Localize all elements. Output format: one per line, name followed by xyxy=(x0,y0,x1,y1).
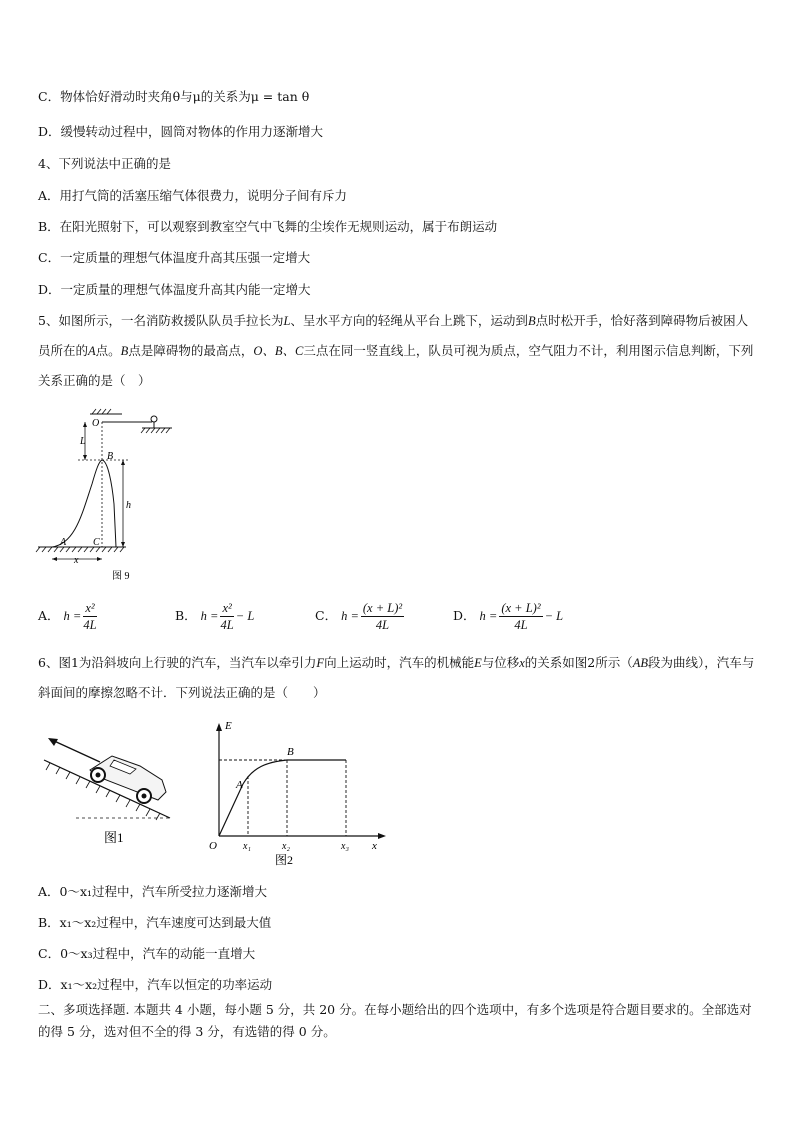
q4-stem: 4、下列说法中正确的是 xyxy=(38,156,171,171)
fig1-caption: 图1 xyxy=(104,830,124,845)
fig9-label-c: C xyxy=(93,537,100,548)
fig2-label-x2: x₂ xyxy=(282,841,290,852)
fig2-label-x: x xyxy=(372,840,377,852)
fig9-label-o: O xyxy=(92,418,100,429)
q6-figure-1 xyxy=(40,730,180,850)
q4-option-b: B．在阳光照射下，可以观察到教室空气中飞舞的尘埃作无规则运动，属于布朗运动 xyxy=(38,219,498,234)
q5-option-b: B． h = $\frac{\text{x²}}{4L}$ − L xyxy=(175,601,255,632)
section-2-heading: 二、多项选择题. 本题共 4 小题，每小题 5 分，共 20 分。在每小题给出的四个选项中，有多个选项是符合题目要求的。全部选对的得 5 分，选对但不全的得 3 分，有选错的得 0 分。 xyxy=(38,1002,752,1039)
fig9-label-x: x xyxy=(74,555,79,566)
fig9-label-h: h xyxy=(126,500,131,511)
fig2-caption: 图2 xyxy=(275,853,294,867)
q5-option-a: A． h = $\frac{\text{x²}}{4L}$ xyxy=(38,601,97,632)
fig2-label-x3: x₃ xyxy=(341,841,349,852)
q5-option-d: D． h = $\frac{\text{(x + L)²}}{4L}$ − L xyxy=(453,601,564,632)
fig2-label-b: B xyxy=(287,746,294,758)
q6-option-d: D．x₁～x₂过程中，汽车以恒定的功率运动 xyxy=(38,977,273,992)
q3-option-d: D．缓慢转动过程中，圆筒对物体的作用力逐渐增大 xyxy=(38,124,324,139)
fig9-label-l: L xyxy=(80,436,86,447)
q4-option-a: A．用打气筒的活塞压缩气体很费力，说明分子间有斥力 xyxy=(38,188,348,203)
q5-stem: 5、如图所示，一名消防救援队队员手拉长为L、呈水平方向的轻绳从平台上跳下，运动到B点时松开手，恰好落到障碍物后被困人员所在的A点。B点是障碍物的最高点，O、B、C三点在同一竖直线上，队员可视为质点，空气阻力不计，利用图示信息判断，下列关系正确的是（ ） xyxy=(38,313,754,388)
fig2-label-a: A xyxy=(236,779,243,791)
q4-option-c: C．一定质量的理想气体温度升高其压强一定增大 xyxy=(38,250,311,265)
q6-option-c: C．0～x₃过程中，汽车的动能一直增大 xyxy=(38,946,256,961)
q5-option-c: C． h = $\frac{\text{(x + L)²}}{4L}$ xyxy=(315,601,403,632)
q3-option-c: C．物体恰好滑动时夹角θ与μ的关系为μ = tan θ xyxy=(38,89,310,104)
q6-figure-2 xyxy=(205,715,390,870)
fig9-caption: 图 9 xyxy=(112,571,130,582)
q6-option-a: A．0～x₁过程中，汽车所受拉力逐渐增大 xyxy=(38,884,268,899)
fig9-label-a: A xyxy=(60,537,67,548)
q4-option-d: D．一定质量的理想气体温度升高其内能一定增大 xyxy=(38,282,311,297)
q6-stem: 6、图1为沿斜坡向上行驶的汽车，当汽车以牵引力F向上运动时，汽车的机械能E与位移x的关系如图2所示（AB段为曲线），汽车与斜面间的摩擦忽略不计．下列说法正确的是（ ） xyxy=(38,655,755,700)
fig2-label-o: O xyxy=(209,840,217,852)
fig9-label-b: B xyxy=(107,451,114,462)
fig2-label-x1: x₁ xyxy=(243,841,251,852)
q6-option-b: B．x₁～x₂过程中，汽车速度可达到最大值 xyxy=(38,915,272,930)
fig2-label-e: E xyxy=(225,720,232,732)
q5-figure xyxy=(30,404,190,584)
